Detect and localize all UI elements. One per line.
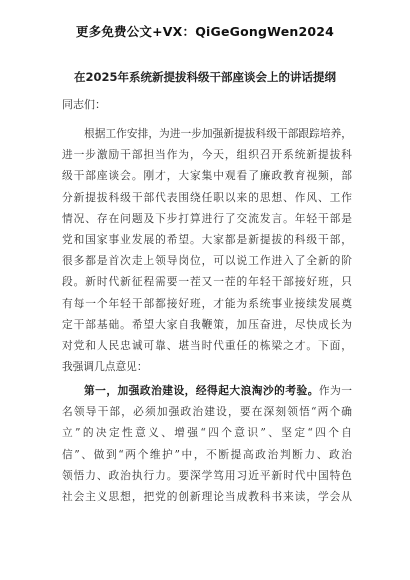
paragraph-line: 很多都是首次走上领导岗位，可以说工作进入了全新的阶 xyxy=(62,254,352,268)
paragraph-line: 领悟力、政治执行力。要深学笃用习近平新时代中国特色 xyxy=(62,468,352,482)
paragraph-line: 情况、存在问题及下步打算进行了交流发言。年轻干部是 xyxy=(62,211,352,225)
paragraph-line: 进一步激励干部担当作为，今天，组织召开系统新提拔科 xyxy=(62,148,352,162)
paragraph-line: 定干部基础。希望大家自我鞭策，加压奋进，尽快成长为 xyxy=(62,317,352,331)
paragraph-line: 段。新时代新征程需要一茬又一茬的年轻干部接好班，只 xyxy=(62,275,352,289)
point-one-paragraph xyxy=(62,380,352,507)
paragraph-line: 我强调几点意见： xyxy=(62,360,148,374)
paragraph-line: 根据工作安排，为进一步加强新提拔科级干部跟踪培养， xyxy=(84,127,352,140)
document-title: 在2025年系统新提拔科级干部座谈会上的讲话提纲 xyxy=(73,70,336,84)
paragraph-line: 有每一个年轻干部都接好班，才能为系统事业接续发展奠 xyxy=(62,296,352,310)
paragraph-line: 分新提拔科级干部代表围绕任职以来的思想、作风、工作 xyxy=(62,190,352,204)
paragraph-line: 名领导干部，必须加强政治建设，要在深刻领悟“两个确 xyxy=(62,405,352,419)
paragraph-line: 社会主义思想，把党的创新理论当成教科书来读，学会从 xyxy=(62,490,352,504)
paragraph-line: 党和国家事业发展的希望。大家都是新提拔的科级干部， xyxy=(62,233,352,247)
paragraph-line: 对党和人民忠诚可靠、堪当时代重任的栋梁之才。下面， xyxy=(62,339,352,353)
opening-paragraph xyxy=(62,123,352,377)
point-one-first-line xyxy=(62,380,352,401)
point-one-first-line-rest: 作为一 xyxy=(318,384,352,397)
paragraph-line: 级干部座谈会。刚才，大家集中观看了廉政教育视频，部 xyxy=(62,169,352,183)
paragraph-line: 立”的决定性意义、增强“四个意识”、坚定“四个自 xyxy=(62,426,352,440)
promo-header: 更多免费公文+VX：QiGeGongWen2024 xyxy=(75,24,335,39)
salutation: 同志们： xyxy=(62,98,106,111)
paragraph-line: 信”、做到“两个维护”中，不断提高政治判断力、政治 xyxy=(62,447,352,461)
point-one-heading: 第一，加强政治建设，经得起大浪淘沙的考验。 xyxy=(84,384,319,397)
